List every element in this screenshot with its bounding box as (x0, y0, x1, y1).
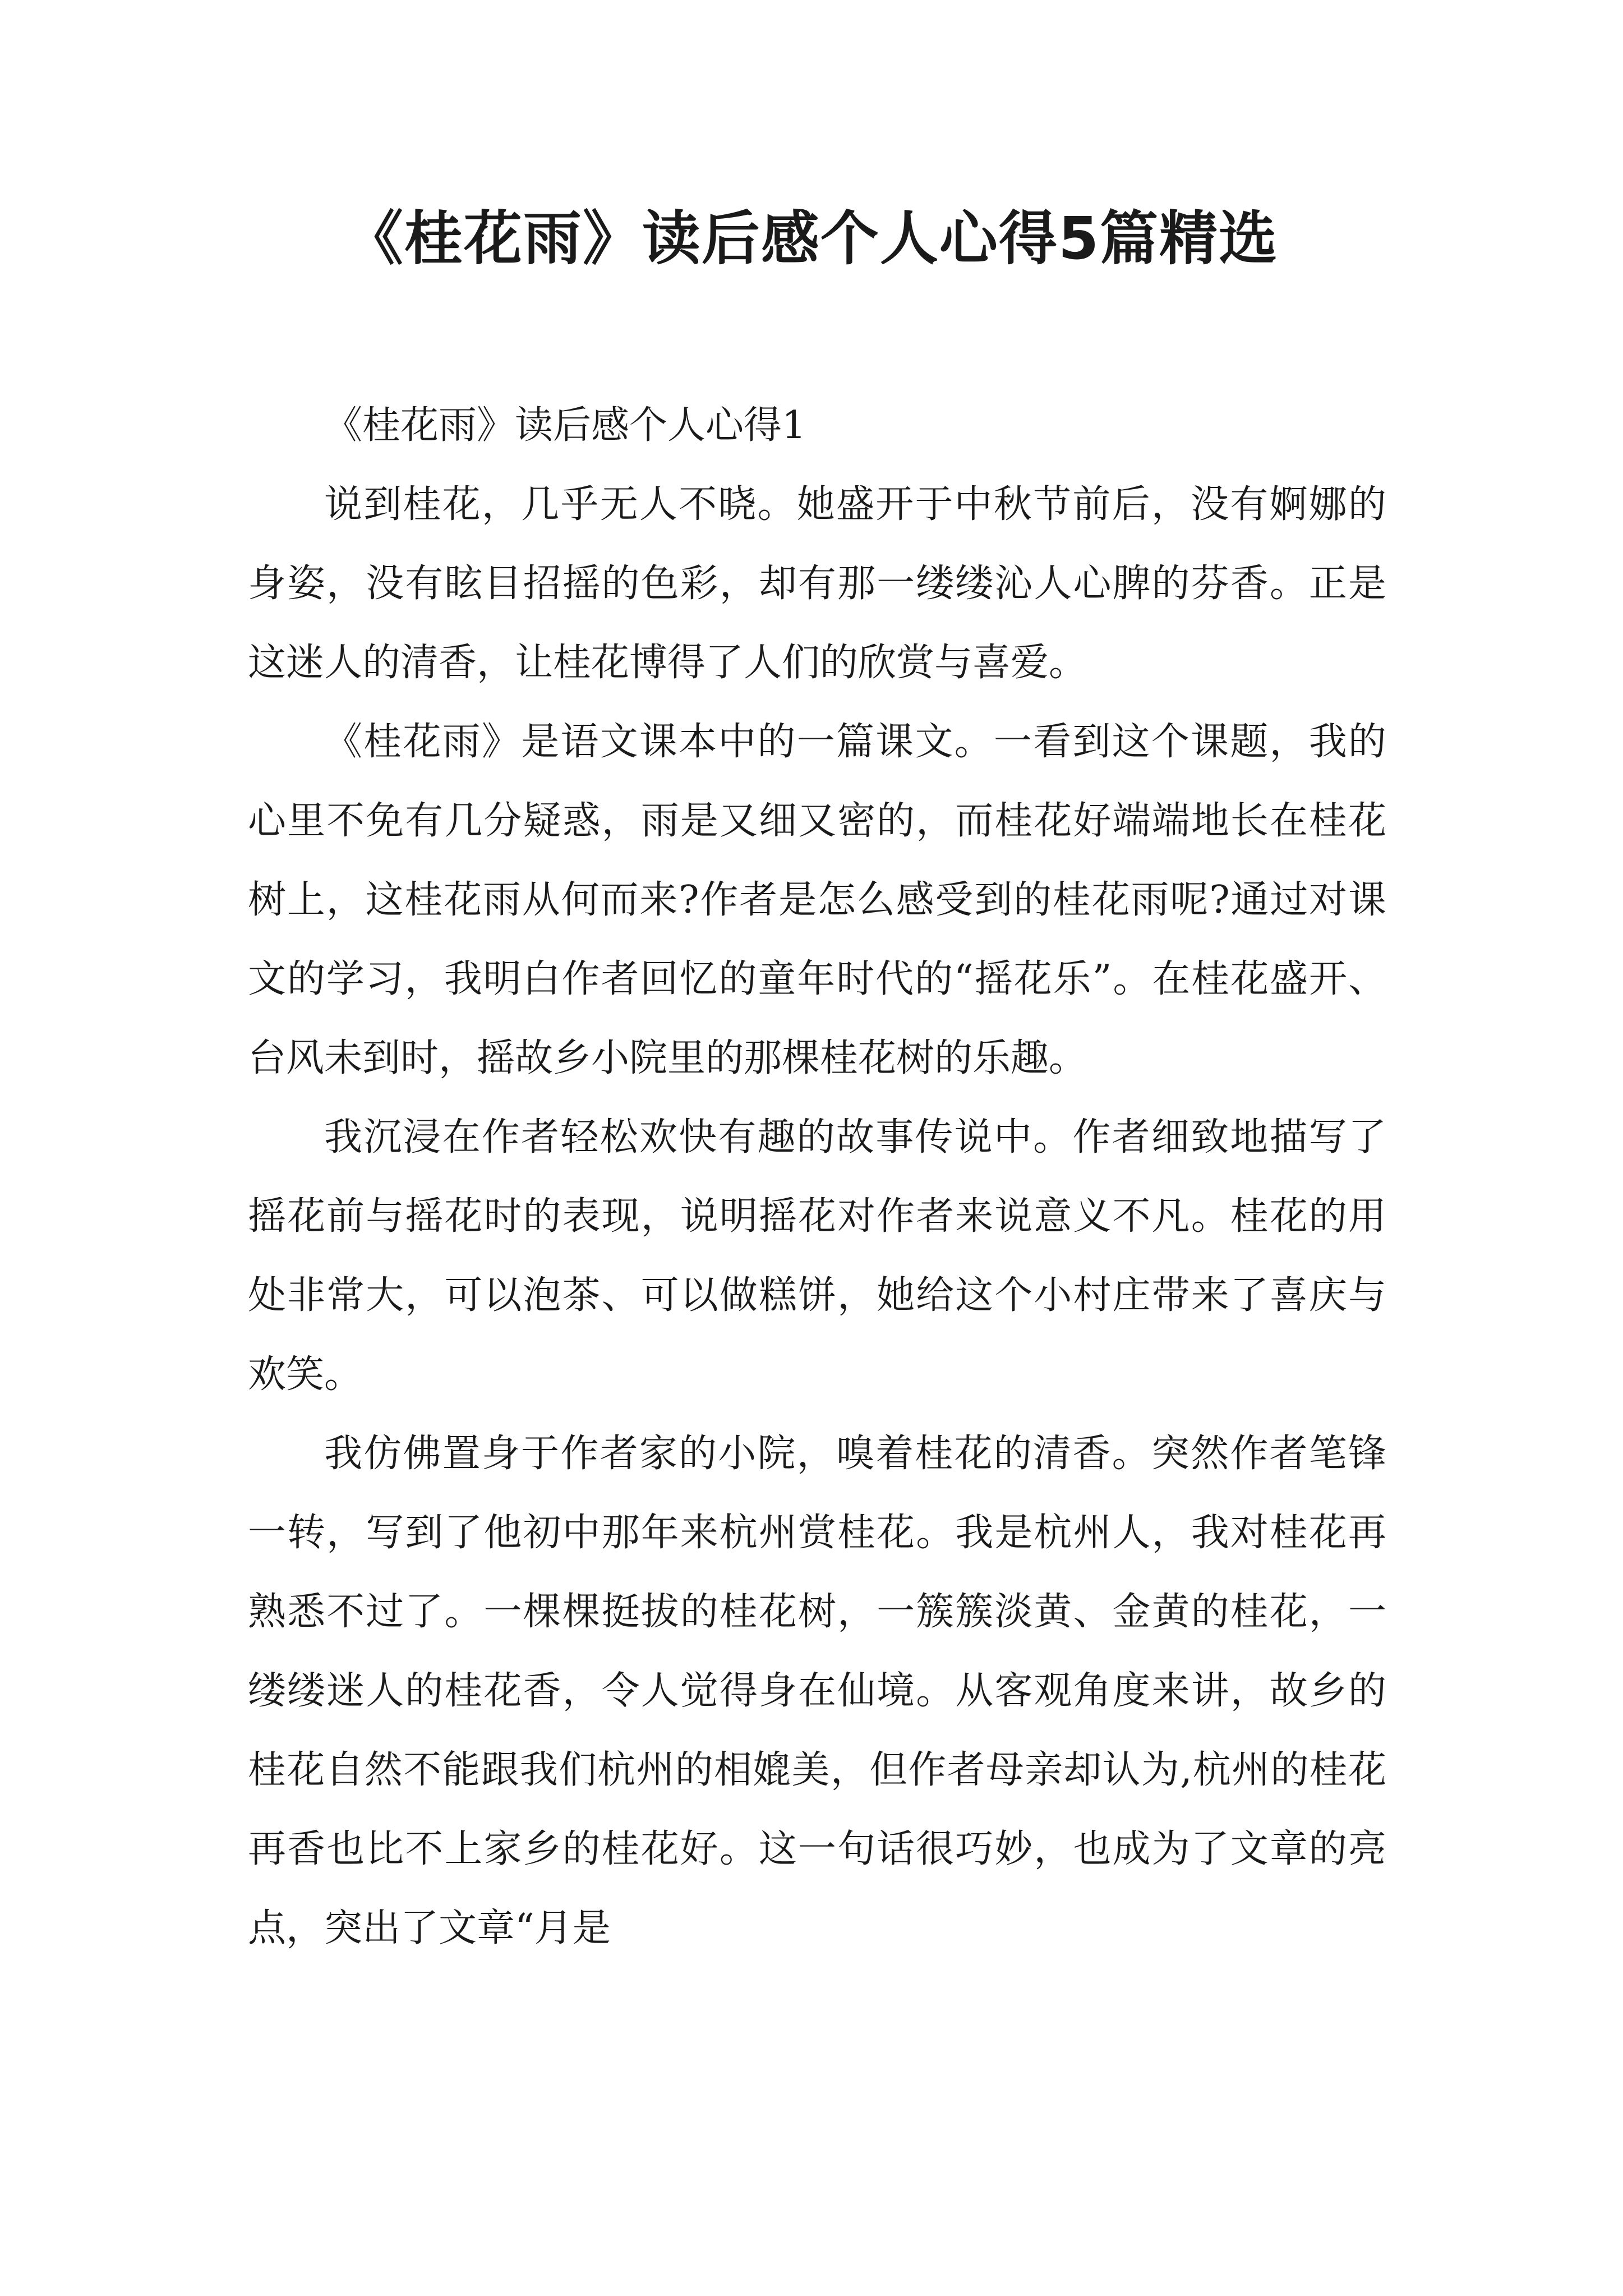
section-heading: 《桂花雨》读后感个人心得1 (324, 403, 806, 448)
paragraph-2: 《桂花雨》是语文课本中的一篇课文。一看到这个课题，我的心里不免有几分疑惑，雨是又细又密的，而桂花好端端地长在桂花树上，这桂花雨从何而来?作者是怎么感受到的桂花雨呢?通过对课文的学习，我明白作者回忆的童年时代的“摇花乐”。在桂花盛开、台风未到时，摇故乡小院里的那棵桂花树的乐趣。 (248, 720, 1386, 1080)
paragraph-3: 我沉浸在作者轻松欢快有趣的故事传说中。作者细致地描写了摇花前与摇花时的表现，说明摇花对作者来说意义不凡。桂花的用处非常大，可以泡茶、可以做糕饼，她给这个小村庄带来了喜庆与欢笑。 (248, 1115, 1386, 1397)
paragraph-4: 我仿佛置身于作者家的小院，嗅着桂花的清香。突然作者笔锋一转，写到了他初中那年来杭州赏桂花。我是杭州人，我对桂花再熟悉不过了。一棵棵挺拔的桂花树，一簇簇淡黄、金黄的桂花，一缕缕迷人的桂花香，令人觉得身在仙境。从客观角度来讲，故乡的桂花自然不能跟我们杭州的相媲美，但作者母亲却认为,杭州的桂花再香也比不上家乡的桂花好。这一句话很巧妙，也成为了文章的亮点，突出了文章“月是 (248, 1432, 1386, 1950)
paragraph-1: 说到桂花，几乎无人不晓。她盛开于中秋节前后，没有婀娜的身姿，没有眩目招摇的色彩，却有那一缕缕沁人心脾的芬香。正是这迷人的清香，让桂花博得了人们的欣赏与喜爱。 (248, 482, 1386, 685)
document-title: 《桂花雨》读后感个人心得5篇精选 (344, 204, 1279, 273)
document-body (248, 386, 1386, 1968)
